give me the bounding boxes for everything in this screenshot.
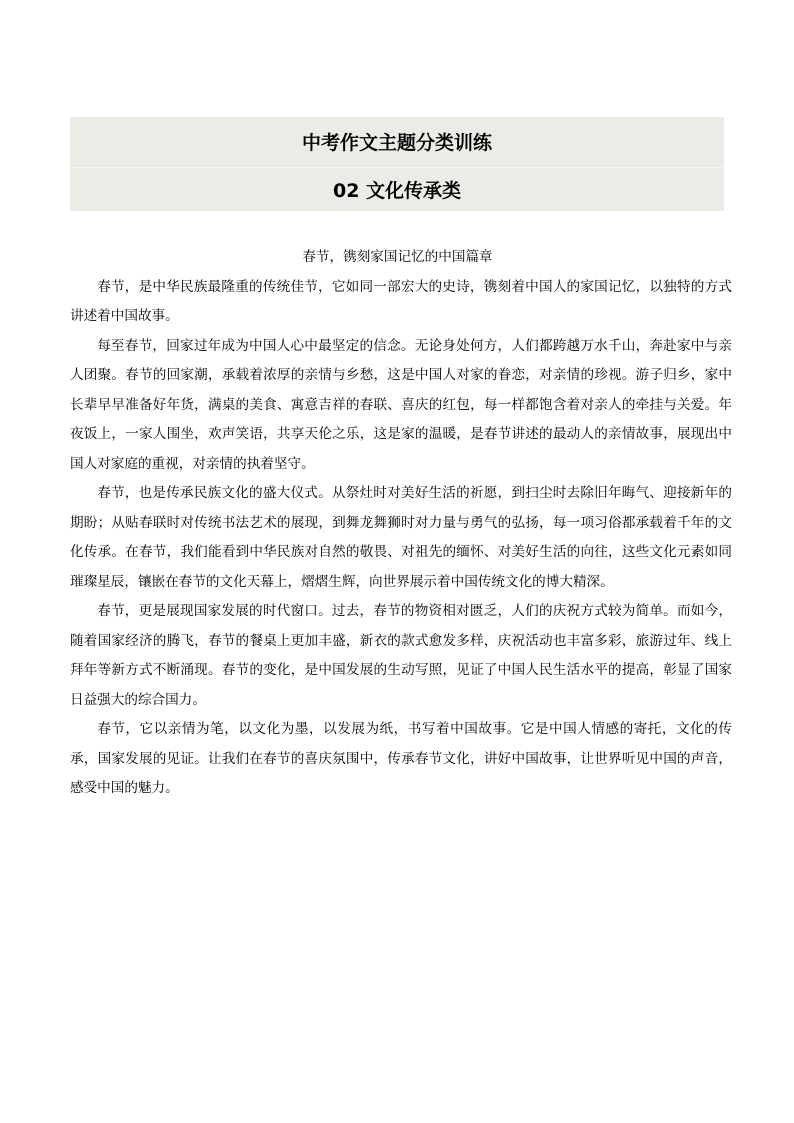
section-subtitle: 02 文化传承类 <box>332 180 462 202</box>
essay-paragraph-3: 春节，也是传承民族文化的盛大仪式。从祭灶时对美好生活的祈愿，到扫尘时去除旧年晦气、迎接新年的期盼；从贴春联时对传统书法艺术的展现，到舞龙舞狮时对力量与勇气的弘扬，每一项习俗都承载着千年的文化传承。在春节，我们能看到中华民族对自然的敬畏、对祖先的缅怀、对美好生活的向往，这些文化元素如同璀璨星辰，镶嵌在春节的文化天幕上，熠熠生辉，向世界展示着中国传统文化的博大精深。 <box>70 485 732 590</box>
essay-paragraph-2: 每至春节，回家过年成为中国人心中最坚定的信念。无论身处何方，人们都跨越万水千山，奔赴家中与亲人团聚。春节的回家潮，承载着浓厚的亲情与乡愁，这是中国人对家的眷恋，对亲情的珍视。游子归乡，家中长辈早早准备好年货，满桌的美食、寓意吉祥的春联、喜庆的红包，每一样都饱含着对亲人的牵挂与关爱。年夜饭上，一家人围坐，欢声笑语，共享天伦之乐，这是家的温暖，是春节讲述的最动人的亲情故事，展现出中国人对家庭的重视，对亲情的执着坚守。 <box>70 337 732 472</box>
essay-paragraph-4: 春节，更是展现国家发展的时代窗口。过去，春节的物资相对匮乏，人们的庆祝方式较为简单。而如今，随着国家经济的腾飞，春节的餐桌上更加丰盛，新衣的款式愈发多样，庆祝活动也丰富多彩，旅游过年、线上拜年等新方式不断涌现。春节的变化，是中国发展的生动写照，见证了中国人民生活水平的提高，彰显了国家日益强大的综合国力。 <box>70 603 732 708</box>
page-title: 中考作文主题分类训练 <box>301 132 492 154</box>
essay-paragraph-1: 春节，是中华民族最隆重的传统佳节，它如同一部宏大的史诗，镌刻着中国人的家国记忆，以独特的方式讲述着中国故事。 <box>70 278 732 324</box>
essay-body <box>70 243 732 804</box>
essay-title: 春节，镌刻家国记忆的中国篇章 <box>302 249 493 265</box>
header-banner <box>70 117 724 211</box>
header-divider <box>70 167 724 168</box>
essay-paragraph-5: 春节，它以亲情为笔，以文化为墨，以发展为纸，书写着中国故事。它是中国人情感的寄托，文化的传承，国家发展的见证。让我们在春节的喜庆氛围中，传承春节文化，讲好中国故事，让世界听见中国的声音，感受中国的魅力。 <box>70 721 732 796</box>
